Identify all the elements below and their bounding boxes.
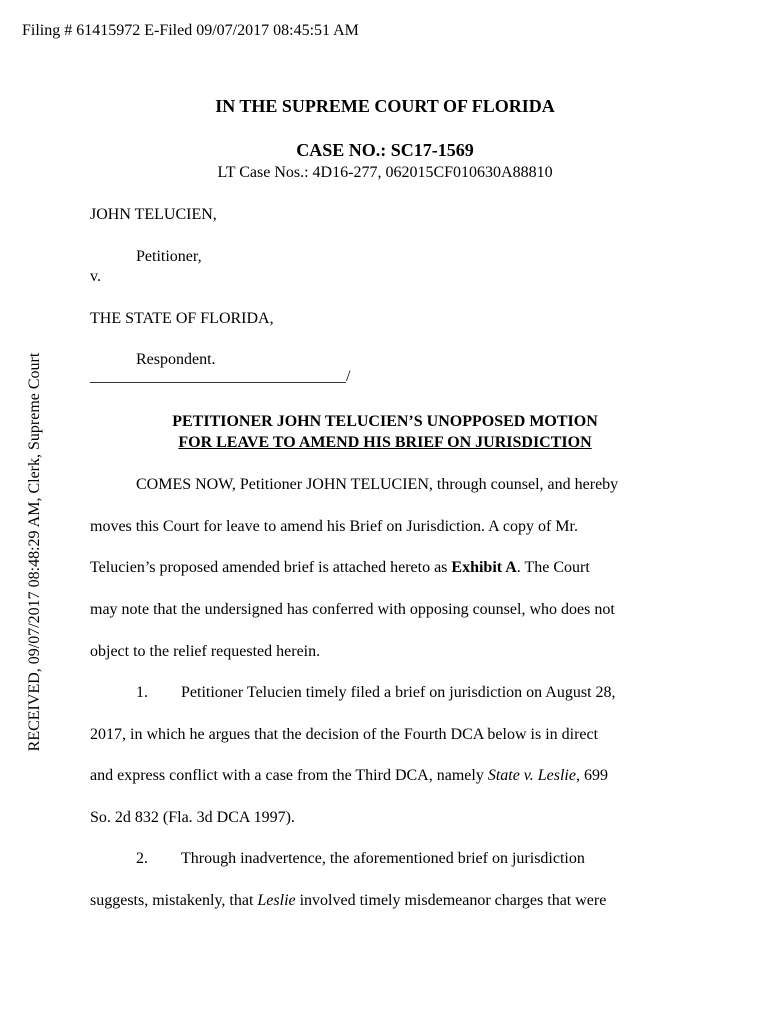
petitioner-role: Petitioner, — [136, 248, 202, 265]
paragraph-3-number: 2. — [136, 850, 148, 867]
motion-title-line-1: PETITIONER JOHN TELUCIEN’S UNOPPOSED MOTION — [172, 413, 598, 430]
paragraph-1-line-3-text: Telucien’s proposed amended brief is attached hereto as — [90, 559, 452, 576]
lower-tribunal-case-numbers: LT Case Nos.: 4D16-277, 062015CF010630A88810 — [217, 164, 553, 181]
paragraph-2-line-3-end: , 699 — [575, 767, 608, 784]
paragraph-1-line-3 — [90, 559, 590, 577]
paragraph-2-line-3 — [90, 767, 608, 785]
paragraph-2-line-4: So. 2d 832 (Fla. 3d DCA 1997). — [90, 809, 295, 826]
paragraph-2-number: 1. — [136, 684, 148, 701]
paragraph-2-line-1: Petitioner Telucien timely filed a brief on jurisdiction on August 28, — [181, 684, 616, 701]
paragraph-3-line-1: Through inadvertence, the aforementioned brief on jurisdiction — [181, 850, 585, 867]
paragraph-1-line-1: COMES NOW, Petitioner JOHN TELUCIEN, through counsel, and hereby — [136, 476, 619, 493]
respondent-role: Respondent. — [136, 351, 216, 368]
paragraph-3-line-2-text: suggests, mistakenly, that — [90, 892, 258, 909]
paragraph-2-line-3-text: and express conflict with a case from the Third DCA, namely — [90, 767, 488, 784]
petitioner-name: JOHN TELUCIEN, — [90, 206, 217, 223]
case-number: CASE NO.: SC17-1569 — [296, 140, 474, 160]
case-name-leslie: Leslie — [257, 892, 296, 909]
motion-title-line-2: FOR LEAVE TO AMEND HIS BRIEF ON JURISDICTION — [178, 434, 592, 451]
paragraph-1-line-2: moves this Court for leave to amend his Brief on Jurisdiction. A copy of Mr. — [90, 518, 578, 535]
filing-stamp: Filing # 61415972 E-Filed 09/07/2017 08:45:51 AM — [22, 22, 359, 39]
versus: v. — [90, 268, 101, 285]
court-name: IN THE SUPREME COURT OF FLORIDA — [215, 96, 555, 116]
paragraph-1-line-5: object to the relief requested herein. — [90, 643, 321, 660]
respondent-name: THE STATE OF FLORIDA, — [90, 310, 274, 327]
paragraph-1-line-3-end: . The Court — [516, 559, 590, 576]
signature-line: ________________________________/ — [90, 368, 351, 385]
case-citation-state-v-leslie: State v. Leslie — [487, 767, 576, 784]
paragraph-3-line-2 — [90, 892, 606, 910]
received-stamp: RECEIVED, 09/07/2017 08:48:29 AM, Clerk, Supreme Court — [26, 352, 43, 752]
paragraph-3-line-2-end: involved timely misdemeanor charges that were — [295, 892, 607, 909]
paragraph-1-line-4: may note that the undersigned has conferred with opposing counsel, who does not — [90, 601, 615, 618]
paragraph-2-line-2: 2017, in which he argues that the decision of the Fourth DCA below is in direct — [90, 726, 599, 743]
exhibit-a-reference: Exhibit A — [451, 559, 517, 576]
